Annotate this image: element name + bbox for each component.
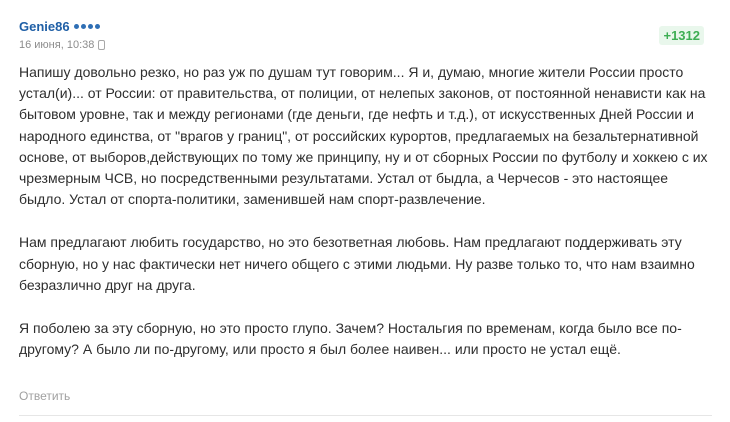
meta-row <box>19 38 712 52</box>
comment-score-badge[interactable]: +1312 <box>659 26 704 45</box>
author-name-link[interactable]: Genie86 <box>19 18 70 34</box>
rating-dot <box>74 24 79 29</box>
mobile-phone-icon <box>98 40 105 50</box>
rating-dot <box>95 24 100 29</box>
rating-dot <box>88 24 93 29</box>
comment-date: 16 июня, 10:38 <box>19 39 95 51</box>
comment-paragraph: Я поболею за эту сборную, но это просто глупо. Зачем? Ностальгия по временам, когда было все по-другому? А было ли по-другому, или просто я был более наивен... или просто не устал ещё. <box>19 320 682 358</box>
divider <box>19 415 712 416</box>
rating-dot <box>81 24 86 29</box>
comment-body <box>19 62 709 382</box>
comment-paragraph: Напишу довольно резко, но раз уж по душам тут говорим... Я и, думаю, многие жители России просто устал(и)... от России: от правительства, от полиции, от нелепых законов, от постоянной ненависти как на бытовом уровне, так и между регионами (где деньги, где нефть и т.д.), от искусственных Дней России и народного единства, от "врагов у границ", от российских курортов, предлагаемых на безальтернативной основе, от выборов,действующих по тому же принципу, ну и от сборных России по футболу и хоккею с их чрезмерным ЧСВ, но посредственными результатами. Устал от быдла, а Черчесов - это настоящее быдло. Устал от спорта-политики, заменившей нам спорт-развлечение. <box>19 64 708 208</box>
comment-paragraph: Нам предлагают любить государство, но это безответная любовь. Нам предлагают поддерживать эту сборную, но у нас фактически нет ничего общего с этими людьми. Ну разве только то, что нам взаимно безразлично друг на друга. <box>19 234 695 293</box>
author-row <box>19 18 712 34</box>
comment-header <box>19 18 712 58</box>
user-rating-dots <box>74 24 100 29</box>
reply-link[interactable]: Ответить <box>19 389 71 403</box>
